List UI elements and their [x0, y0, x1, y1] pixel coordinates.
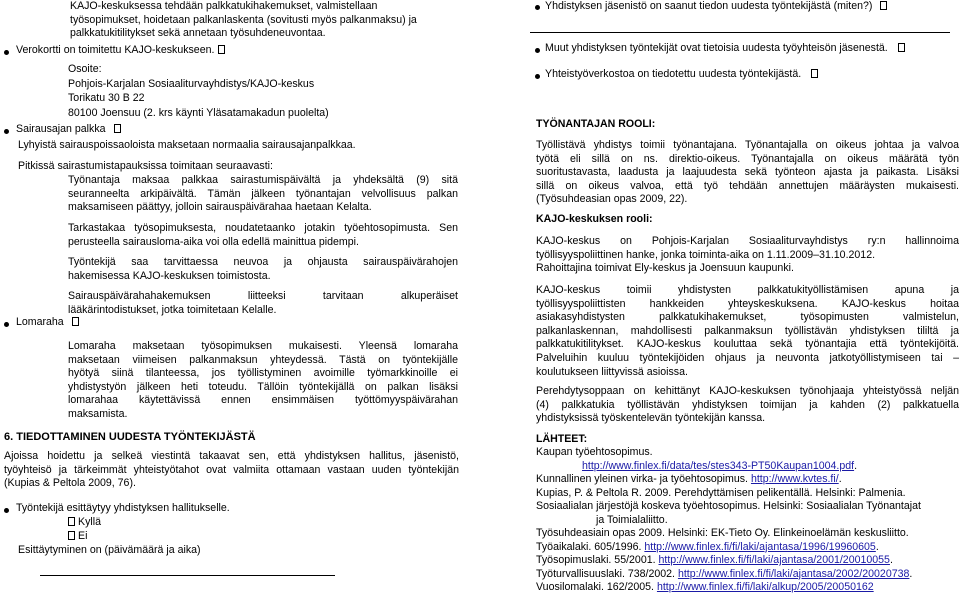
pitkissa-intro: Pitkissä sairastumistapauksissa toimitaan seuraavasti: [18, 160, 273, 172]
source-text: Työturvallisuuslaki. 738/2002. [536, 567, 675, 580]
source-text: Työsuhdeasiain opas 2009. Helsinki: EK-Tieto Oy. Elinkeinoelämän keskusliitto. [536, 527, 909, 539]
source-text: Kaupan työehtosopimus. [536, 446, 653, 458]
bullet-icon [535, 74, 540, 79]
text-line: Työnantaja maksaa palkkaa sairastumispäivältä ja yhdeksältä (9) sitä [68, 174, 458, 186]
source-entry: http://www.finlex.fi/data/tes/stes343-PT50Kaupan1004.pdf. [582, 459, 858, 472]
text-line: koulutukseen liittyvissä asioissa. [536, 365, 688, 378]
sairausajan-sub: Lyhyistä sairauspoissaoloista maksetaan normaalia sairausajanpalkkaa. [18, 139, 356, 151]
kajo-paragraph-1 [536, 235, 959, 276]
source-text: Työaikalaki. 605/1996. [536, 540, 642, 553]
address-line: Pohjois-Karjalan Sosiaaliturvayhdistys/KAJO-keskus [68, 77, 315, 90]
source-text: Kupias, P. & Peltola R. 2009. Perehdyttämisen pelikentällä. Helsinki: Palmenia. [536, 486, 906, 499]
text-line: maksamista. [68, 407, 128, 420]
kylla-label: Kyllä [78, 516, 101, 528]
kajo-paragraph-2 [536, 284, 959, 379]
text-line: (4) palkkatukia työllistävän yhdistyksen toimijan ja kahden (2) palkkatuella [536, 398, 959, 411]
verokortti-label: Verokortti on toimitettu KAJO-keskukseen. [16, 44, 215, 56]
lomaraha-title: Lomaraha [16, 316, 64, 328]
liitteeksi-paragraph [68, 290, 458, 317]
esittaytyminen-label: Esittäytyminen on (päivämäärä ja aika) [18, 544, 201, 556]
source-link[interactable]: http://www.finlex.fi/fi/laki/ajantasa/2002/20020738 [677, 567, 910, 580]
bullet-text: Yhdistyksen jäsenistö on saanut tiedon uudesta työntekijästä (miten?) [545, 0, 873, 12]
address-block [68, 62, 448, 120]
checkbox[interactable] [811, 69, 818, 78]
bullet-text: Yhteistyöverkostoa on tiedotettu uudesta työntekijästä. [545, 68, 802, 80]
text-line: palkkatukitilitykset. KAJO-keskus kouluttaa sekä työnantajia että työntekijöitä. [536, 338, 959, 351]
text-line: maksetaan viimeisen palkanmaksun yhteydessä. Tästä on työntekijälle [68, 353, 458, 366]
source-entry: Työsopimuslaki. 55/2001. http://www.finlex.fi/fi/laki/ajantasa/2001/20010055. [536, 554, 893, 566]
rooli-heading: TYÖNANTAJAN ROOLI: [536, 118, 656, 130]
bullet-icon [4, 50, 9, 55]
fill-in-line[interactable] [530, 32, 950, 33]
text-line: Ajoissa hoidettu ja selkeä viestintä takaavat sen, että yhdistyksen hallitus, jäsenistö, [4, 450, 459, 462]
text-line: KAJO-keskus on Pohjois-Karjalan Sosiaaliturvayhdistys ry:n hallinnoima [536, 235, 959, 247]
bullet-icon [535, 48, 540, 53]
text-line: työtä eli sillä on ns. direktio-oikeus. Työnantajalla on oikeus määrätä työn [536, 152, 959, 165]
source-text: Kunnallinen yleinen virka- ja työehtosopimus. [536, 473, 748, 485]
lahteet-heading: LÄHTEET: [536, 433, 588, 445]
text-line: työllisyyspoliittisten hankkeiden yhteyskeskuksena. KAJO-keskus hoitaa [536, 297, 959, 310]
bullet-item [545, 0, 887, 14]
intro-paragraph [70, 0, 450, 41]
text-line: työyhteisö ja tärkeimmät yhteistyötahot ovat valmiita ottamaan vastaan uuden työntekijän [4, 463, 459, 476]
source-entry [536, 581, 960, 595]
source-text: Työsopimuslaki. 55/2001. [536, 554, 656, 566]
text-line: Rahoittajina toimivat Ely-keskus ja Joensuun kaupunki. [536, 262, 794, 275]
tarkastakaa-paragraph [68, 222, 458, 249]
bullet-icon [535, 5, 540, 10]
verokortti-item [16, 44, 225, 58]
text-line: perusteella sairausloma-aika voi olla edellä mainittua pidempi. [68, 235, 359, 248]
ei-label: Ei [78, 530, 88, 542]
esittely-item: Työntekijä esittäytyy yhdistyksen hallitukselle. [16, 502, 230, 514]
sairausajan-title: Sairausajan palkka [16, 123, 106, 135]
bullet-item [545, 68, 818, 82]
bullet-icon [4, 322, 9, 327]
text-line: työsopimukset, hoidetaan palkanlaskenta (sovitusti myös palkanmaksu) ja [70, 13, 417, 26]
source-entry: Kunnallinen yleinen virka- ja työehtosopimus. http://www.kvtes.fi/. [536, 473, 842, 485]
source-entry: Työturvallisuuslaki. 738/2002. http://www.finlex.fi/fi/laki/ajantasa/2002/20020738. [536, 567, 913, 580]
source-text: Vuosilomalaki. 162/2005. [536, 581, 654, 593]
fill-in-line[interactable] [40, 575, 335, 576]
address-line: Osoite: [68, 63, 102, 75]
rooli-paragraph [536, 139, 959, 207]
kajo-heading: KAJO-keskuksen rooli: [536, 213, 653, 225]
bullet-icon [4, 508, 9, 513]
source-link[interactable]: http://www.finlex.fi/fi/laki/ajantasa/1996/19960605 [644, 540, 876, 553]
text-line: Sairauspäivärahahakemuksen liitteeksi tarvitaan alkuperäiset [68, 290, 458, 302]
text-line: Perehdytysoppaan on kehittänyt KAJO-keskuksen työnohjaaja yhteistyössä neljän [536, 385, 959, 397]
checkbox[interactable] [218, 45, 225, 54]
text-line: (Kupias & Peltola 2009, 76). [4, 477, 136, 490]
text-line: palkkatukitilitykset sekä annetaan työsuhdeneuvontaa. [70, 27, 326, 40]
text-line: hakemisessa KAJO-keskuksen toimistosta. [68, 269, 271, 282]
bullet-item [545, 42, 905, 56]
checkbox[interactable] [68, 517, 75, 526]
text-line: asiakasyhdistysten palkkatukihakemukset, työsopimusten valmistelun, [536, 311, 959, 324]
lomaraha-paragraph [68, 340, 458, 422]
text-line: Työntekijä saa tarvittaessa neuvoa ja ohjausta sairauspäivärahojen [68, 256, 458, 268]
bullet-icon [4, 129, 9, 134]
text-line: (Työsuhdeasian opas 2009, 22). [536, 193, 688, 206]
sources-list [536, 446, 960, 595]
source-link[interactable]: http://www.finlex.fi/fi/laki/ajantasa/2001/20010055 [658, 554, 890, 566]
text-line: Palveluihin kuuluu työntekijöiden ohjaus ja neuvonta jatkotyöllistymiseen tai – [536, 351, 959, 364]
text-line: lomarahaa käytettävissä ennen ensimmäisen työttömyyspäivärahan [68, 394, 458, 407]
checkbox[interactable] [114, 124, 121, 133]
checkbox[interactable] [68, 531, 75, 540]
bullet-text: Muut yhdistyksen työntekijät ovat tietoisia uudesta työyhteisön jäsenestä. [545, 42, 888, 54]
text-line: Tarkastakaa työsopimuksesta, noudatetaanko jotakin työehtosopimusta. Sen [68, 222, 458, 234]
ei-option[interactable] [68, 530, 87, 544]
text-line: KAJO-keskus toimii yhdistysten palkkatukityöllistämisen apuna ja [536, 284, 959, 296]
text-line: lääkärintodistukset, jotka toimitetaan Kelalle. [68, 303, 277, 316]
text-line: palkanlaskennan, mahdollisesti palkanmaksun työllistävän yhdistyksen tililtä ja [536, 324, 959, 337]
source-link[interactable]: http://www.finlex.fi/data/tes/stes343-PT50Kaupan1004.pdf [582, 459, 855, 472]
text-line: sillä on oikeus valvoa, että työ tehdään annettujen määräysten mukaisesti. [536, 179, 959, 192]
text-line: työllisyyspoliittinen hanke, jonka toiminta-aika on 1.11.2009‒31.10.2012. [536, 248, 876, 261]
section6-paragraph [4, 450, 459, 491]
kajo-paragraph-3 [536, 385, 959, 426]
source-text: ja Toimialaliitto. [596, 513, 668, 526]
text-line: Työllistävä yhdistys toimii työnantajana. Työnantajalla on oikeus johtaa ja valvoa [536, 139, 959, 151]
checkbox[interactable] [880, 1, 887, 10]
checkbox[interactable] [898, 43, 905, 52]
text-line: maksamiseen päättyy, jolloin sairauspäivärahaa haetaan Kelalta. [68, 201, 372, 214]
text-line: Lomaraha maksetaan työsopimuksen mukaisesti. Yleensä lomaraha [68, 340, 458, 352]
checkbox[interactable] [72, 317, 79, 326]
pitkissa-body [68, 174, 458, 215]
address-line: 80100 Joensuu (2. krs käynti Yläsatamakadun puolelta) [68, 106, 329, 119]
kylla-option[interactable] [68, 516, 101, 530]
text-line: suoritustavasta, laadusta ja laajuudesta sekä työnteon ajasta ja paikasta. Lisäksi [536, 166, 959, 179]
text-line: yhdistyksissä työskentelevän työntekijän kanssa. [536, 412, 766, 425]
source-entry: Työaikalaki. 605/1996. http://www.finlex.fi/fi/laki/ajantasa/1996/19960605. [536, 540, 879, 553]
tyontekija-paragraph [68, 256, 458, 283]
text-line: yhdistystyön jälkeen heti toteudu. Tällöin työntekijällä on palkan lisäksi [68, 380, 458, 393]
text-line: KAJO-keskuksessa tehdään palkkatukihakemukset, valmistellaan [70, 0, 378, 12]
source-text: Sosiaalialan järjestöjä koskeva työehtosopimus. Helsinki: Sosiaalialan Työnantajat [536, 500, 921, 512]
text-line: hyötyä siinä tilanteessa, jos työllistyminen avoimille työmarkkinoille ei [68, 367, 458, 380]
source-link[interactable]: http://www.kvtes.fi/ [750, 473, 839, 485]
section6-heading: 6. TIEDOTTAMINEN UUDESTA TYÖNTEKIJÄSTÄ [4, 431, 256, 443]
sairausajan-item [16, 123, 121, 137]
lomaraha-item [16, 316, 79, 330]
address-line: Torikatu 30 B 22 [68, 92, 145, 104]
text-line: seuranneelta arkipäivältä. Tämän jälkeen työnantajan velvollisuus palkan [68, 187, 458, 200]
source-link[interactable]: http://www.finlex.fi/fi/laki/alkup/2005/20050162 [656, 581, 874, 593]
